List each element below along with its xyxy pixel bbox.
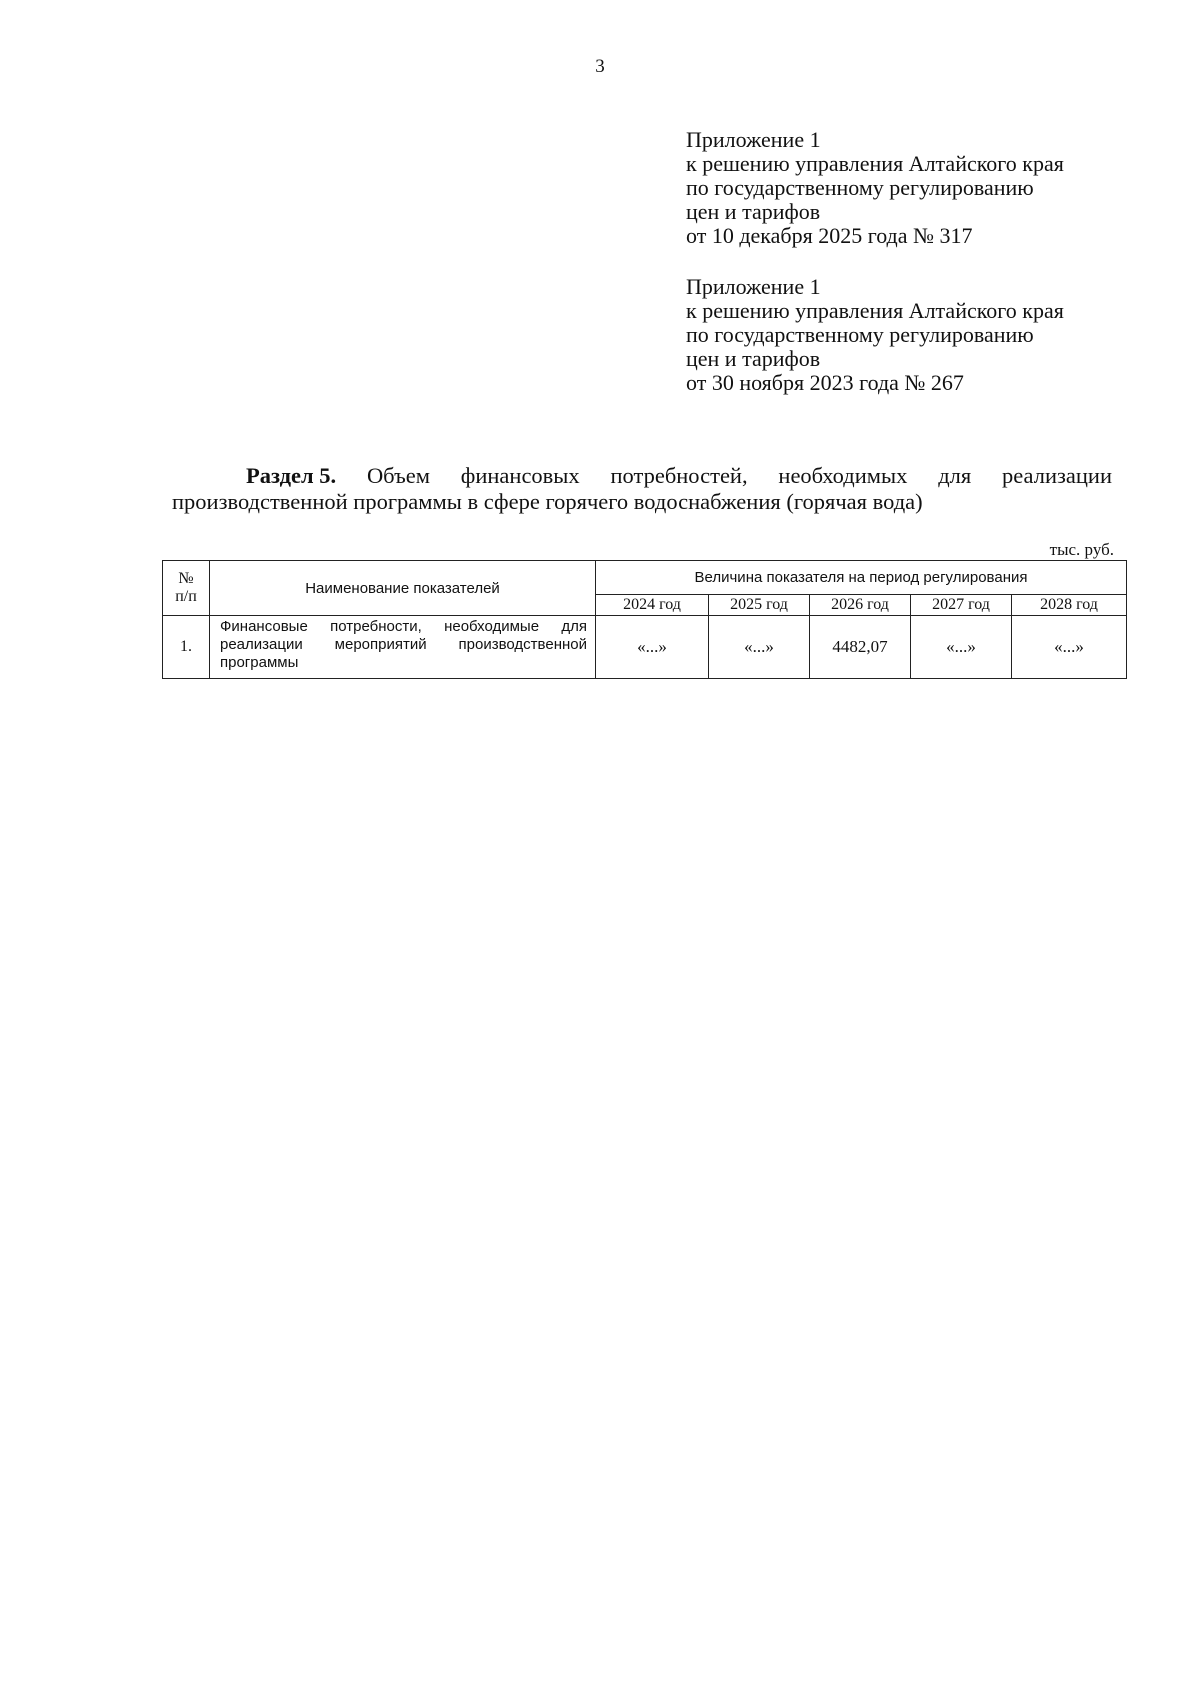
section-title-line: производственной программы в сфере горячего водоснабжения (горячая вода) <box>172 489 923 514</box>
page-number: 3 <box>595 56 605 77</box>
appendix-line: от 10 декабря 2025 года № 317 <box>686 223 973 248</box>
header-indicator-name: Наименование показателей <box>210 561 596 616</box>
appendix-block <box>686 128 1166 248</box>
header-period: Величина показателя на период регулирования <box>596 561 1127 595</box>
header-year: 2026 год <box>810 595 911 616</box>
appendix-block <box>686 275 1166 395</box>
row-value: 4482,07 <box>810 616 911 679</box>
row-value: «...» <box>596 616 709 679</box>
row-value: «...» <box>709 616 810 679</box>
header-year: 2028 год <box>1012 595 1127 616</box>
appendix-line: цен и тарифов <box>686 346 821 371</box>
header-number-line: п/п <box>175 588 197 605</box>
appendix-line: Приложение 1 <box>686 127 821 152</box>
appendix-line: к решению управления Алтайского края <box>686 151 1064 176</box>
financial-needs-table <box>162 560 1127 679</box>
header-year: 2027 год <box>911 595 1012 616</box>
appendix-line: по государственному регулированию <box>686 322 1034 347</box>
section-title-word: для <box>938 463 972 488</box>
appendix-line: цен и тарифов <box>686 199 821 224</box>
section-title <box>172 463 1112 515</box>
row-value: «...» <box>1012 616 1127 679</box>
appendix-line: от 30 ноября 2023 года № 267 <box>686 370 964 395</box>
header-year: 2025 год <box>709 595 810 616</box>
table-header-row <box>163 561 1127 595</box>
section-title-word: финансовых <box>460 463 580 488</box>
row-indicator-name: Финансовые потребности, необходимые для реализации мероприятий производственной программы <box>210 616 596 679</box>
section-title-word: реализации <box>1002 463 1112 488</box>
units-label: тыс. руб. <box>1049 540 1114 559</box>
table-row <box>163 616 1127 679</box>
section-title-word: Объем <box>366 463 430 488</box>
section-label: Раздел 5. <box>246 463 337 488</box>
row-value: «...» <box>911 616 1012 679</box>
section-title-line <box>172 463 1112 489</box>
appendix-line: к решению управления Алтайского края <box>686 298 1064 323</box>
header-number <box>163 561 210 616</box>
header-year: 2024 год <box>596 595 709 616</box>
appendix-line: по государственному регулированию <box>686 175 1034 200</box>
header-number-line: № <box>178 570 194 587</box>
appendix-line: Приложение 1 <box>686 274 821 299</box>
row-number: 1. <box>163 616 210 679</box>
section-title-word: необходимых <box>778 463 908 488</box>
section-title-word: потребностей, <box>610 463 748 488</box>
